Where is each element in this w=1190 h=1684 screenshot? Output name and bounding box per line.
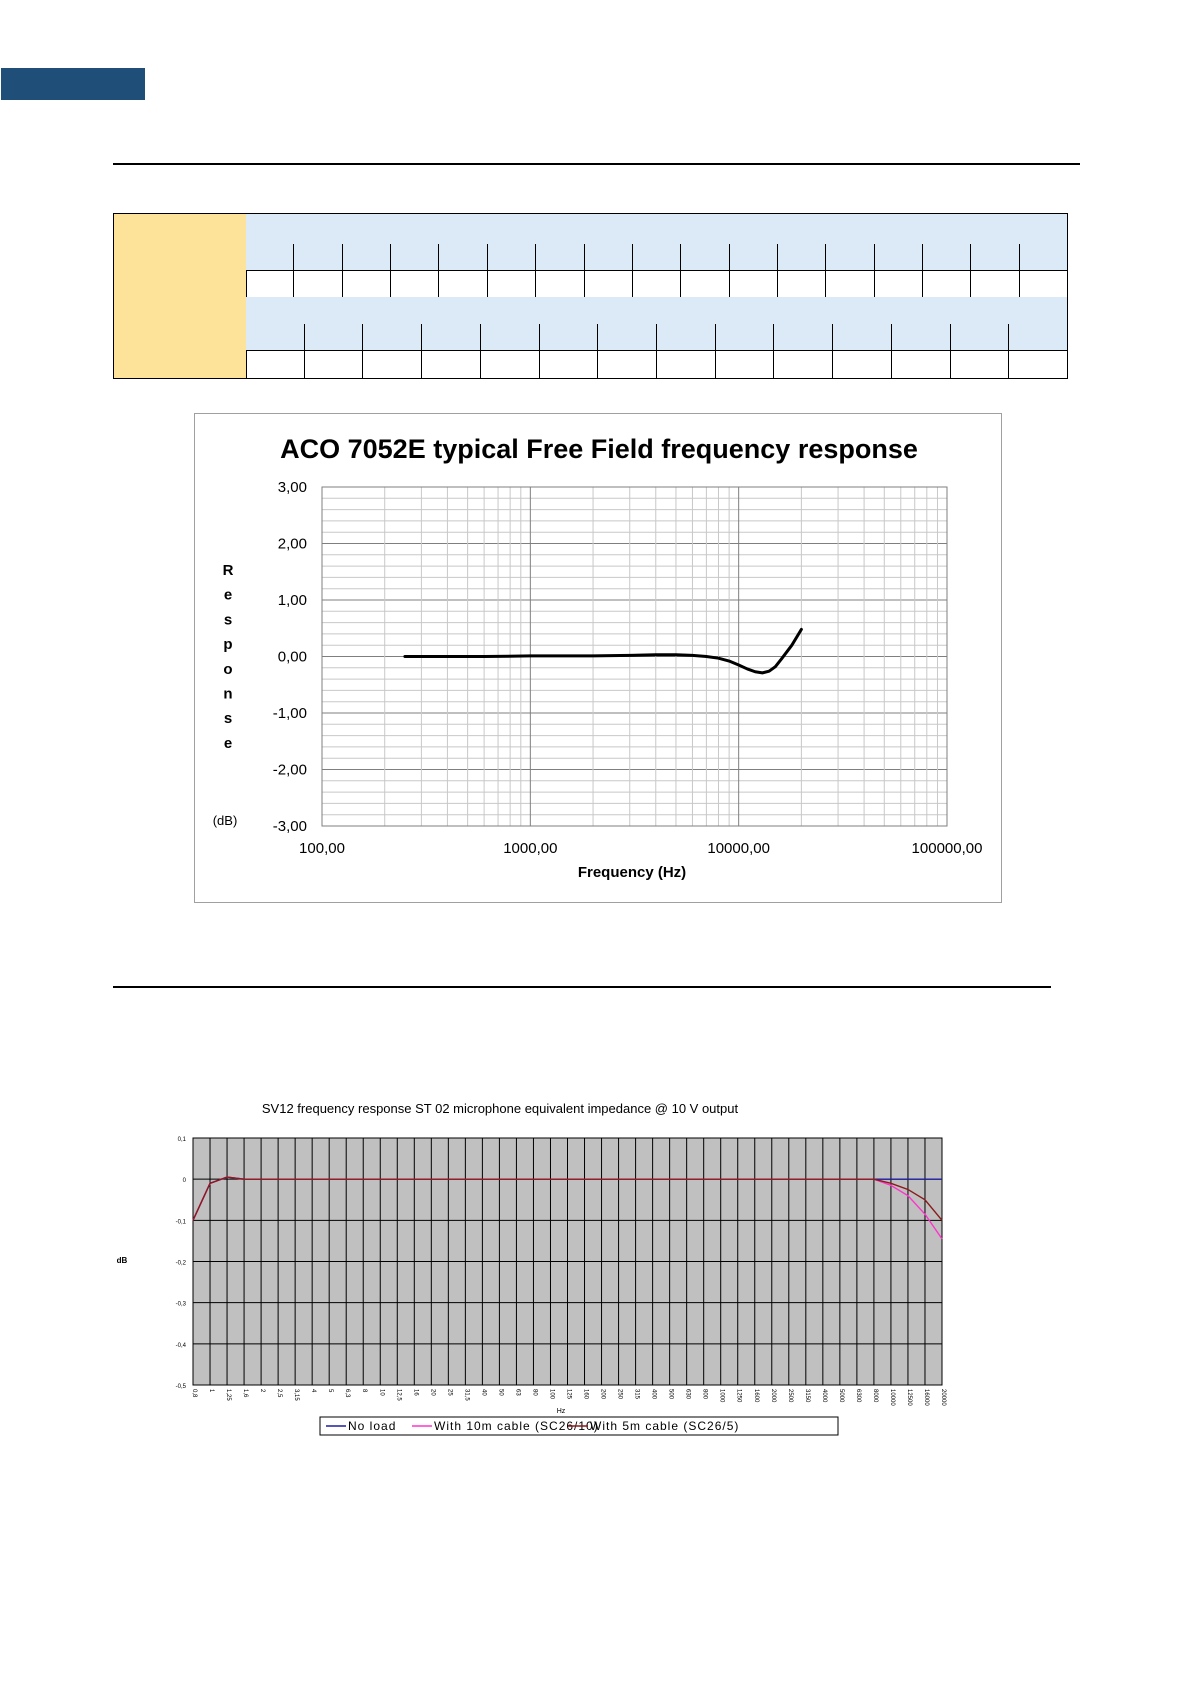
spec-table-cell bbox=[923, 244, 971, 270]
x-tick-label: 6300 bbox=[854, 1389, 861, 1403]
x-axis-label: Frequency (Hz) bbox=[577, 864, 687, 881]
spec-table-cell bbox=[391, 270, 439, 297]
x-tick-label: 1,25 bbox=[225, 1389, 232, 1401]
x-tick-label: 5 bbox=[327, 1389, 334, 1393]
legend bbox=[320, 1417, 838, 1435]
spec-table-cell bbox=[833, 350, 892, 378]
spec-table-cell bbox=[730, 270, 778, 297]
x-tick-label: 630 bbox=[684, 1389, 691, 1400]
x-tick-label: 5000 bbox=[837, 1389, 844, 1403]
x-tick-label: 25 bbox=[446, 1389, 453, 1396]
y-tick-label: 0 bbox=[182, 1178, 186, 1185]
x-tick-label: 100000,00 bbox=[911, 840, 983, 857]
spec-table-row bbox=[246, 350, 1067, 378]
x-tick-label: 10000 bbox=[888, 1389, 895, 1406]
x-tick-label: 400 bbox=[650, 1389, 657, 1400]
chart-title: SV12 frequency response ST 02 microphone equivalent impedance @ 10 V output bbox=[261, 1101, 739, 1116]
y-tick-label: -0,4 bbox=[175, 1342, 186, 1349]
spec-table-cell bbox=[439, 244, 487, 270]
spec-table-cell bbox=[422, 324, 481, 350]
x-tick-label: 160 bbox=[582, 1389, 589, 1400]
y-tick-label: -1,00 bbox=[272, 705, 307, 722]
y-tick-label: 0,00 bbox=[277, 648, 307, 666]
x-tick-label: 3150 bbox=[803, 1389, 810, 1403]
spec-table-label-cell bbox=[114, 214, 247, 378]
spec-table-cell bbox=[488, 244, 536, 270]
spec-table-cell bbox=[657, 324, 716, 350]
spec-table-cell bbox=[716, 324, 775, 350]
y-tick-label: -3,00 bbox=[272, 818, 307, 835]
spec-table-cell bbox=[951, 350, 1010, 378]
free-field-response-chart bbox=[194, 413, 1002, 903]
spec-table-cell bbox=[730, 244, 778, 270]
spec-table-row bbox=[246, 324, 1067, 351]
spec-table-cell bbox=[892, 324, 951, 350]
free-field-chart-svg bbox=[195, 414, 1001, 902]
y-tick-label: -0,5 bbox=[175, 1384, 186, 1390]
x-tick-label: 200 bbox=[599, 1389, 606, 1400]
x-tick-label: 4 bbox=[310, 1389, 317, 1393]
spec-table-cell bbox=[294, 270, 342, 297]
legend-label: With 5m cable (SC26/5) bbox=[590, 1419, 740, 1433]
spec-table-cell bbox=[633, 270, 681, 297]
spec-table-cell bbox=[391, 244, 439, 270]
sv12-chart-svg bbox=[110, 1095, 960, 1440]
x-tick-label: 2000 bbox=[769, 1389, 776, 1403]
spec-table-cell bbox=[681, 244, 729, 270]
spec-table-header-band-1 bbox=[246, 214, 1067, 245]
x-tick-label: 12500 bbox=[905, 1389, 912, 1406]
x-tick-label: 100 bbox=[548, 1389, 555, 1400]
y-tick-label: -2,00 bbox=[272, 761, 307, 779]
x-tick-label: 2500 bbox=[786, 1389, 793, 1403]
x-tick-label: 1600 bbox=[752, 1389, 759, 1403]
spec-table-cell bbox=[585, 244, 633, 270]
spec-table-cell bbox=[585, 270, 633, 297]
spec-table-cell bbox=[833, 324, 892, 350]
spec-table-cell bbox=[774, 350, 833, 378]
x-tick-label: 16 bbox=[412, 1389, 419, 1396]
spec-table-cell bbox=[1020, 244, 1067, 270]
x-tick-label: 4000 bbox=[820, 1389, 827, 1403]
x-tick-label: 20000 bbox=[940, 1389, 946, 1406]
sv12-frequency-response-chart bbox=[110, 1095, 960, 1440]
spec-table-cell bbox=[826, 244, 874, 270]
spec-table-cell bbox=[246, 244, 294, 270]
spec-table-cell bbox=[536, 270, 584, 297]
x-tick-label: 10 bbox=[378, 1389, 385, 1396]
x-tick-label: 10000,00 bbox=[707, 840, 770, 857]
x-tick-label: 1250 bbox=[735, 1389, 742, 1403]
spec-table-cell bbox=[422, 350, 481, 378]
spec-table-cell bbox=[892, 350, 951, 378]
spec-table-cell bbox=[774, 324, 833, 350]
spec-table-header-band-2 bbox=[246, 297, 1067, 325]
x-tick-label: 1000 bbox=[718, 1389, 725, 1403]
x-tick-label: 2 bbox=[259, 1389, 266, 1393]
y-tick-label: -0,1 bbox=[175, 1219, 186, 1226]
x-tick-label: 80 bbox=[531, 1389, 538, 1396]
spec-table-cell bbox=[681, 270, 729, 297]
y-axis-unit: (dB) bbox=[212, 813, 238, 828]
x-tick-label: 16000 bbox=[922, 1389, 929, 1406]
spec-table-cell bbox=[305, 350, 364, 378]
spec-table-cell bbox=[598, 350, 657, 378]
spec-table-cell bbox=[923, 270, 971, 297]
y-tick-label: -0,2 bbox=[175, 1260, 186, 1267]
spec-table-cell bbox=[875, 270, 923, 297]
x-tick-label: 40 bbox=[480, 1389, 487, 1396]
series-line bbox=[405, 629, 801, 673]
x-tick-label: 800 bbox=[701, 1389, 708, 1400]
chart-title: ACO 7052E typical Free Field frequency response bbox=[280, 434, 918, 464]
section-divider-top bbox=[113, 163, 1080, 165]
spec-table-row bbox=[246, 270, 1067, 298]
y-axis-label: dB bbox=[116, 1256, 128, 1265]
x-tick-label: 6,3 bbox=[344, 1389, 351, 1398]
spec-table-cell bbox=[246, 270, 294, 297]
spec-table-cell bbox=[657, 350, 716, 378]
x-tick-label: 63 bbox=[514, 1389, 521, 1396]
spec-table-cell bbox=[778, 244, 826, 270]
y-tick-label: 1,00 bbox=[277, 592, 307, 609]
x-tick-label: 315 bbox=[633, 1389, 640, 1400]
spec-table-cell bbox=[1009, 350, 1067, 378]
spec-table-cell bbox=[363, 324, 422, 350]
y-tick-label: 3,00 bbox=[277, 479, 307, 496]
x-tick-label: 125 bbox=[565, 1389, 572, 1400]
spec-table-cell bbox=[246, 324, 305, 350]
legend-label: No load bbox=[348, 1419, 397, 1433]
section-divider-bottom bbox=[113, 986, 1051, 988]
x-tick-label: 8000 bbox=[871, 1389, 878, 1403]
x-tick-label: 12,5 bbox=[395, 1389, 402, 1401]
x-tick-label: 1 bbox=[208, 1389, 215, 1393]
y-tick-label: 2,00 bbox=[277, 535, 307, 553]
spec-table-cell bbox=[1009, 324, 1067, 350]
x-tick-label: 3,15 bbox=[293, 1389, 300, 1401]
x-tick-label: 20 bbox=[429, 1389, 436, 1396]
x-axis-label: Hz bbox=[556, 1408, 566, 1415]
spec-table-cell bbox=[294, 244, 342, 270]
x-tick-label: 8 bbox=[361, 1389, 368, 1393]
x-tick-label: 250 bbox=[616, 1389, 623, 1400]
x-tick-label: 100,00 bbox=[299, 840, 345, 857]
x-tick-label: 0,8 bbox=[191, 1389, 197, 1398]
x-tick-label: 2,5 bbox=[276, 1389, 283, 1398]
spec-table-cell bbox=[439, 270, 487, 297]
spec-table-cell bbox=[343, 270, 391, 297]
spec-table-cell bbox=[778, 270, 826, 297]
spec-table-row bbox=[246, 244, 1067, 271]
y-tick-label: 0,1 bbox=[177, 1137, 186, 1143]
spec-table bbox=[113, 213, 1068, 379]
y-axis-label: R e s p o n s e bbox=[222, 562, 234, 752]
spec-table-cell bbox=[481, 350, 540, 378]
x-tick-label: 31,5 bbox=[463, 1389, 470, 1401]
spec-table-cell bbox=[826, 270, 874, 297]
spec-table-cell bbox=[951, 324, 1010, 350]
spec-table-cell bbox=[540, 350, 599, 378]
x-tick-label: 50 bbox=[497, 1389, 504, 1396]
legend-label: With 10m cable (SC26/10) bbox=[434, 1419, 599, 1433]
spec-table-cell bbox=[343, 244, 391, 270]
spec-table-cell bbox=[633, 244, 681, 270]
x-tick-label: 1000,00 bbox=[503, 840, 558, 857]
spec-table-cell bbox=[598, 324, 657, 350]
spec-table-cell bbox=[971, 270, 1019, 297]
x-tick-label: 500 bbox=[667, 1389, 674, 1400]
spec-table-cell bbox=[488, 270, 536, 297]
spec-table-cell bbox=[540, 324, 599, 350]
spec-table-cell bbox=[875, 244, 923, 270]
spec-table-cell bbox=[305, 324, 364, 350]
spec-table-cell bbox=[536, 244, 584, 270]
spec-table-cell bbox=[481, 324, 540, 350]
spec-table-cell bbox=[1020, 270, 1067, 297]
spec-table-cell bbox=[971, 244, 1019, 270]
y-tick-label: -0,3 bbox=[175, 1301, 186, 1308]
spec-table-cell bbox=[363, 350, 422, 378]
spec-table-cell bbox=[716, 350, 775, 378]
spec-table-cell bbox=[246, 350, 305, 378]
header-tab bbox=[1, 68, 145, 100]
x-tick-label: 1,6 bbox=[242, 1389, 249, 1398]
